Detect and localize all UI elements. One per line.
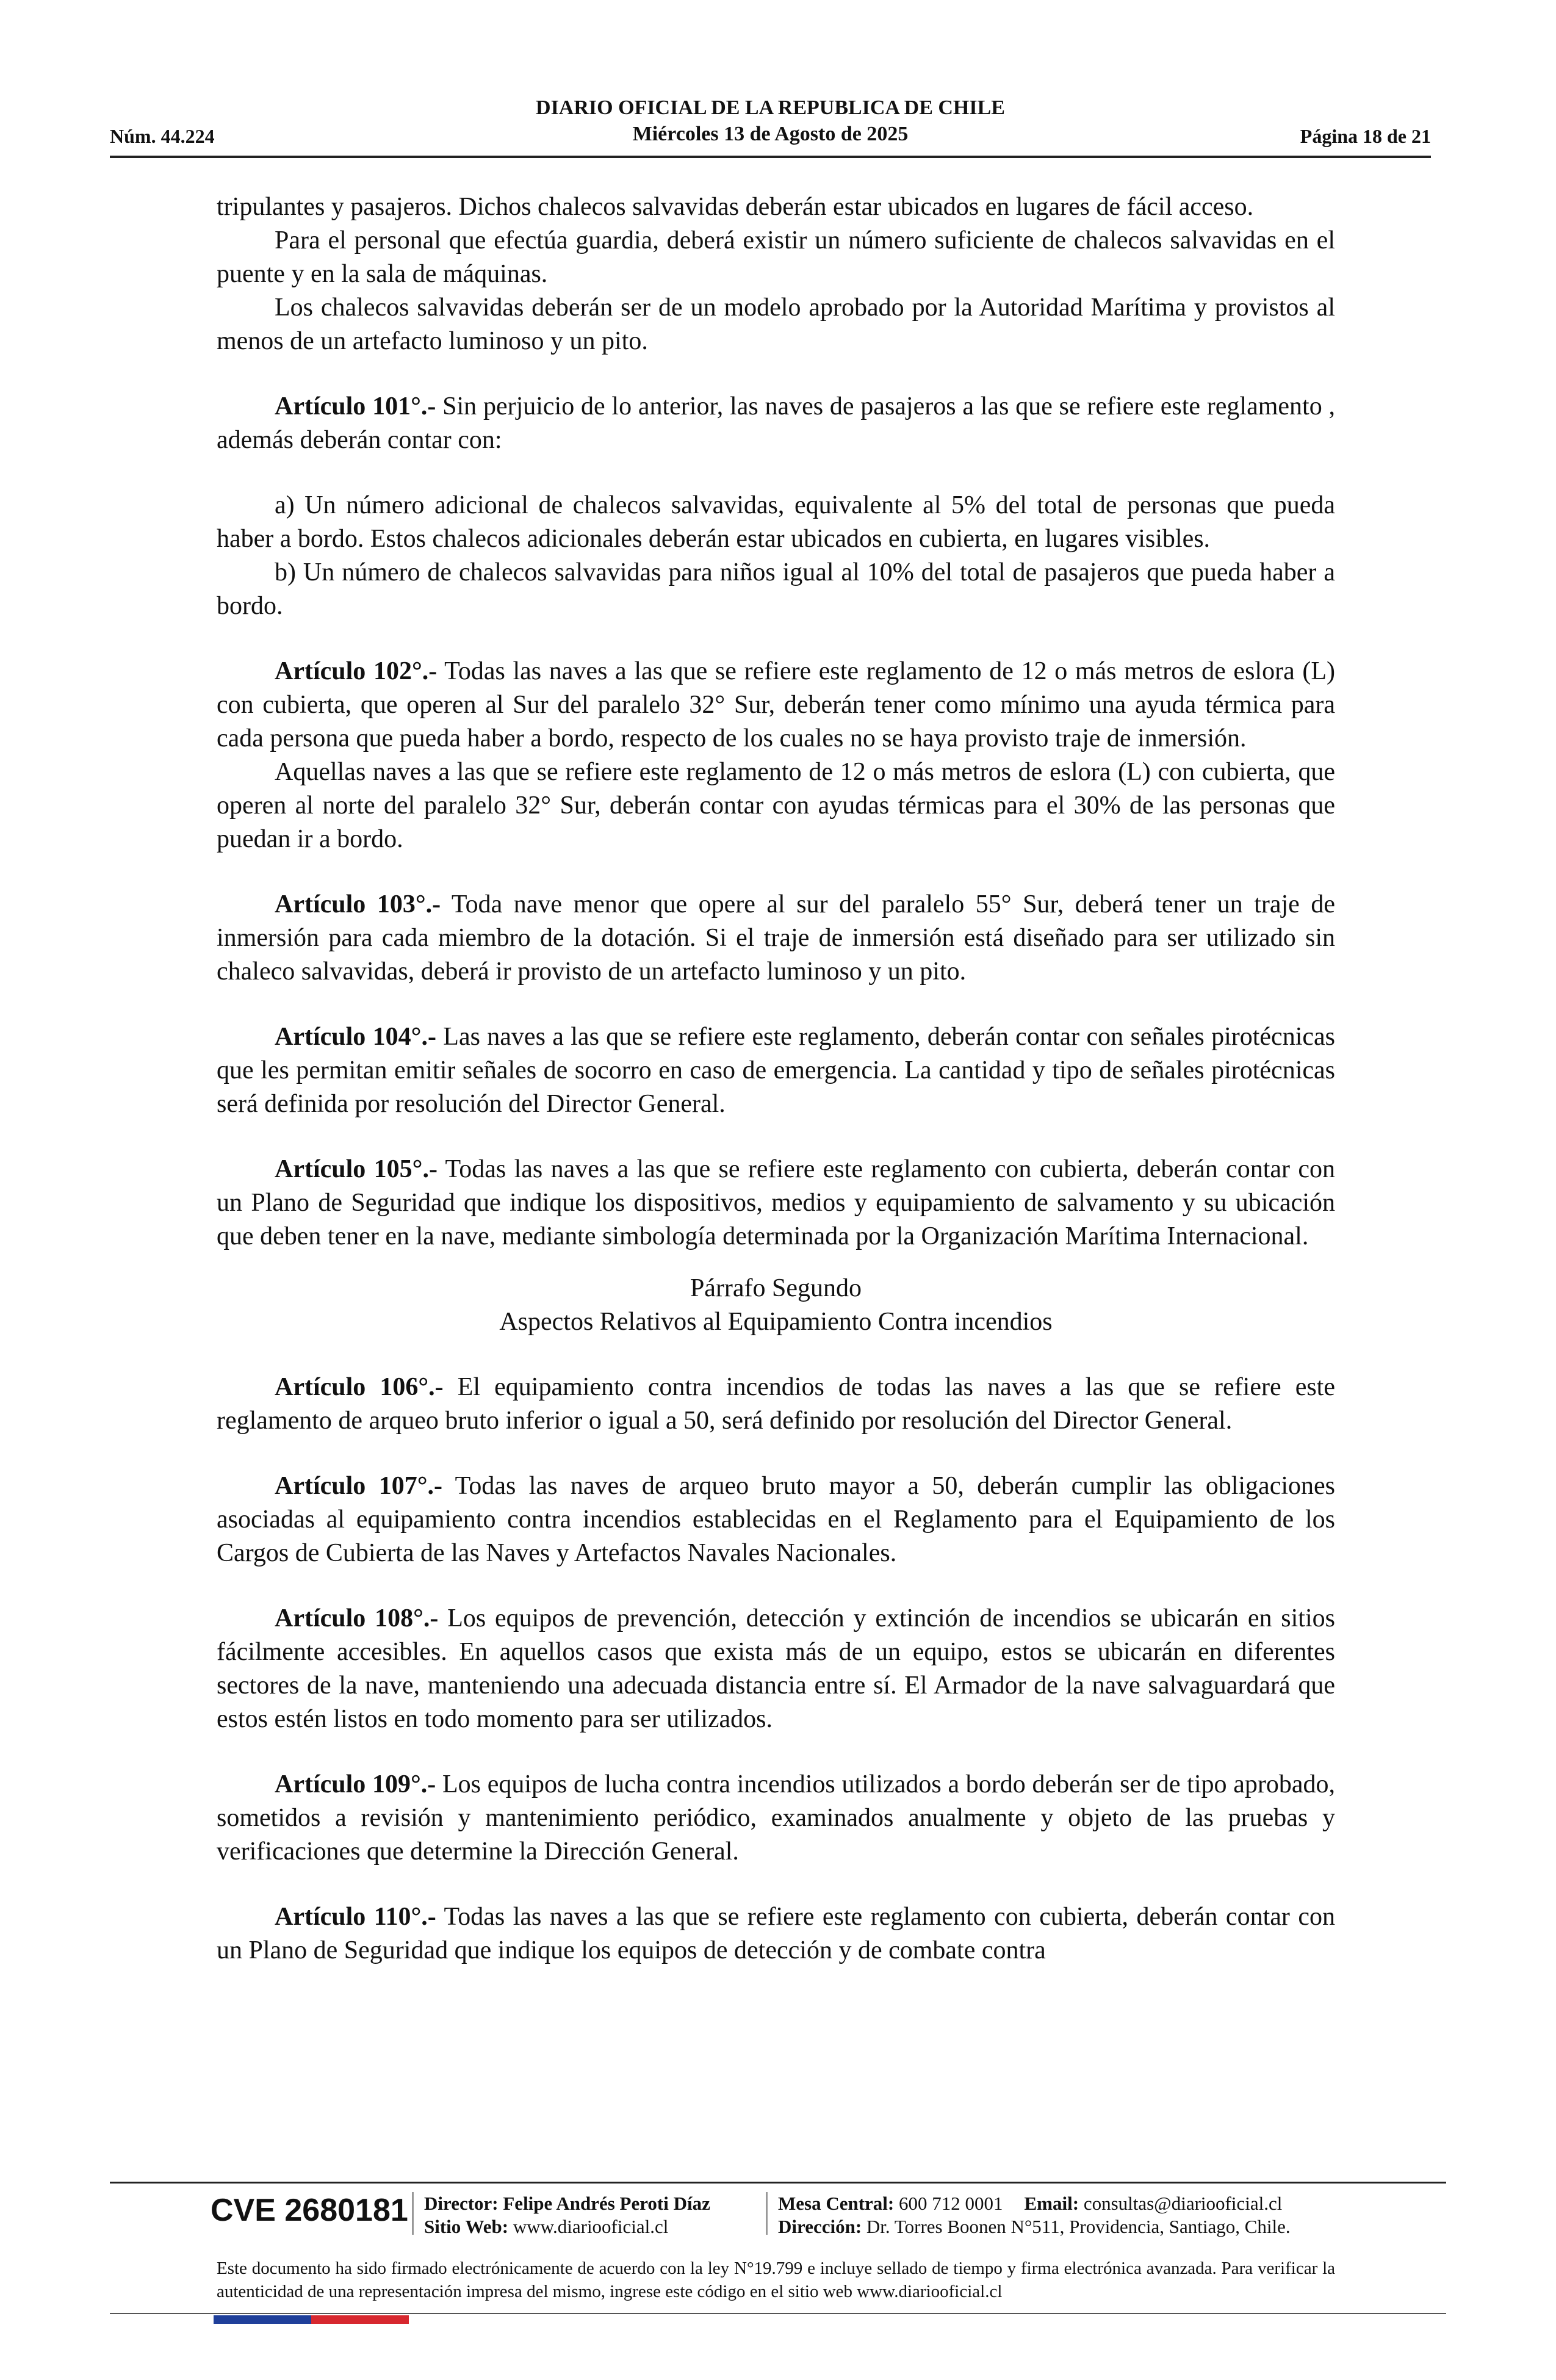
address-label: Dirección:: [778, 2216, 862, 2237]
paragraph: tripulantes y pasajeros. Dichos chalecos salvavidas deberán estar ubicados en lugares de fácil acceso.: [217, 193, 1254, 221]
article-text: Toda nave menor que opere al sur del paralelo 55° Sur, deberá tener un traje de inmersión para cada miembro de la dotación. Si el traje de inmersión está diseñado para ser utilizado sin chaleco salvavidas, deberá ir provisto de un artefacto luminoso y un pito.: [217, 890, 1335, 986]
footer-contact-block: [778, 2192, 1291, 2238]
article-label: Artículo 105°.-: [275, 1155, 438, 1183]
article-text: Todas las naves a las que se refiere este reglamento con cubierta, deberán contar con un Plano de Seguridad que indique los dispositivos, medios y equipamiento de salvamento y su ubicación que deben tener en la nave, mediante simbología determinada por la Organización Marítima Internacional.: [217, 1155, 1335, 1250]
article-text: Los equipos de lucha contra incendios utilizados a bordo deberán ser de tipo aprobado, sometidos a revisión y mantenimiento periódico, examinados anualmente y objeto de las pruebas y verificaciones que determine la Dirección General.: [217, 1770, 1335, 1866]
page-header: [110, 92, 1431, 158]
article-text: Todas las naves a las que se refiere este reglamento de 12 o más metros de eslora (L) con cubierta, que operen al Sur del paralelo 32° Sur, deberán tener como mínimo una ayuda térmica para cada persona que pueda haber a bordo, respecto de los cuales no se haya provisto traje de inmersión.: [217, 657, 1335, 752]
paragraph: Para el personal que efectúa guardia, deberá existir un número suficiente de chalecos salvavidas en el puente y en la sala de máquinas.: [217, 226, 1335, 288]
footer-separator: [412, 2192, 414, 2235]
section-subtitle: Aspectos Relativos al Equipamiento Contra incendios: [499, 1308, 1053, 1336]
article-label: Artículo 103°.-: [275, 890, 441, 918]
section-title: Párrafo Segundo: [690, 1274, 862, 1302]
footer-divider: [110, 2182, 1446, 2183]
article-label: Artículo 109°.-: [275, 1770, 436, 1798]
flag-bar-red: [311, 2315, 409, 2324]
publication-date: Miércoles 13 de Agosto de 2025: [632, 123, 909, 145]
article-label: Artículo 101°.-: [275, 392, 436, 420]
article-110: [217, 1900, 1335, 1967]
header-center: [110, 95, 1431, 147]
article-text: El equipamiento contra incendios de todas las naves a las que se refiere este reglamento de arqueo bruto inferior o igual a 50, será definido por resolución del Director General.: [217, 1373, 1335, 1435]
article-108: [217, 1602, 1335, 1736]
article-text: Las naves a las que se refiere este reglamento, deberán contar con señales pirotécnicas que les permitan emitir señales de socorro en caso de emergencia. La cantidad y tipo de señales pirotécnicas será definida por resolución del Director General.: [217, 1023, 1335, 1118]
list-item: a) Un número adicional de chalecos salvavidas, equivalente al 5% del total de personas que pueda haber a bordo. Estos chalecos adicionales deberán estar ubicados en cubierta, en lugares visibles.: [217, 491, 1335, 553]
article-label: Artículo 110°.-: [275, 1903, 436, 1931]
article-109: [217, 1768, 1335, 1869]
article-label: Artículo 106°.-: [275, 1373, 444, 1401]
list-item: b) Un número de chalecos salvavidas para niños igual al 10% del total de pasajeros que pueda haber a bordo.: [217, 558, 1335, 620]
article-text: Todas las naves a las que se refiere este reglamento con cubierta, deberán contar con un Plano de Seguridad que indique los equipos de detección y de combate contra: [217, 1903, 1335, 1964]
article-104: [217, 1020, 1335, 1121]
director-name: Felipe Andrés Peroti Díaz: [498, 2193, 710, 2214]
signature-disclaimer: Este documento ha sido firmado electrónicamente de acuerdo con la ley N°19.799 e incluye sellado de tiempo y firma electrónica avanzada. Para verificar la autenticidad de una representación impresa del mismo, ingrese este código en el sitio web www.diariooficial.cl: [217, 2259, 1335, 2301]
mesa-phone: 600 712 0001: [894, 2193, 1003, 2214]
website-link[interactable]: www.diariooficial.cl: [508, 2216, 669, 2237]
email-label: Email:: [1024, 2193, 1079, 2214]
article-label: Artículo 108°.-: [275, 1604, 439, 1632]
cve-code: CVE 2680181: [211, 2193, 408, 2228]
publication-title: DIARIO OFICIAL DE LA REPUBLICA DE CHILE: [536, 96, 1005, 119]
article-text: Todas las naves de arqueo bruto mayor a 50, deberán cumplir las obligaciones asociadas al equipamiento contra incendios establecidas en el Reglamento para el Equipamiento de los Cargos de Cubierta de las Naves y Artefactos Navales Nacionales.: [217, 1472, 1335, 1567]
issue-number: Núm. 44.224: [110, 125, 215, 147]
article-102: [217, 655, 1335, 755]
article-103: [217, 888, 1335, 989]
paragraph: Aquellas naves a las que se refiere este reglamento de 12 o más metros de eslora (L) con cubierta, que operen al norte del paralelo 32° Sur, deberán contar con ayudas térmicas para el 30% de las personas que puedan ir a bordo.: [217, 758, 1335, 853]
footer-divider-bottom: [110, 2313, 1446, 2314]
article-text: Sin perjuicio de lo anterior, las naves de pasajeros a las que se refiere este reglamento , además deberán contar con:: [217, 392, 1335, 454]
website-label: Sitio Web:: [424, 2216, 509, 2237]
paragraph: Los chalecos salvavidas deberán ser de un modelo aprobado por la Autoridad Marítima y provistos al menos de un artefacto luminoso y un pito.: [217, 294, 1335, 355]
director-label: Director:: [424, 2193, 499, 2214]
article-label: Artículo 104°.-: [275, 1023, 436, 1051]
article-text: Los equipos de prevención, detección y extinción de incendios se ubicarán en sitios fácilmente accesibles. En aquellos casos que exista más de un equipo, estos se ubicarán en diferentes sectores de la nave, manteniendo una adecuada distancia entre sí. El Armador de la nave salvaguardará que estos estén listos en todo momento para ser utilizados.: [217, 1604, 1335, 1733]
article-107: [217, 1469, 1335, 1570]
flag-bar-blue: [214, 2315, 311, 2324]
email-link[interactable]: consultas@diariooficial.cl: [1079, 2193, 1283, 2214]
article-label: Artículo 102°.-: [275, 657, 438, 685]
article-101: [217, 390, 1335, 457]
article-label: Artículo 107°.-: [275, 1472, 442, 1500]
document-body: [217, 190, 1335, 1967]
mesa-label: Mesa Central:: [778, 2193, 895, 2214]
article-105: [217, 1153, 1335, 1253]
address-value: Dr. Torres Boonen N°511, Providencia, Santiago, Chile.: [862, 2216, 1291, 2237]
footer-director-block: [424, 2192, 710, 2238]
page-number: Página 18 de 21: [1300, 125, 1431, 147]
footer-separator: [766, 2192, 768, 2235]
article-106: [217, 1371, 1335, 1438]
